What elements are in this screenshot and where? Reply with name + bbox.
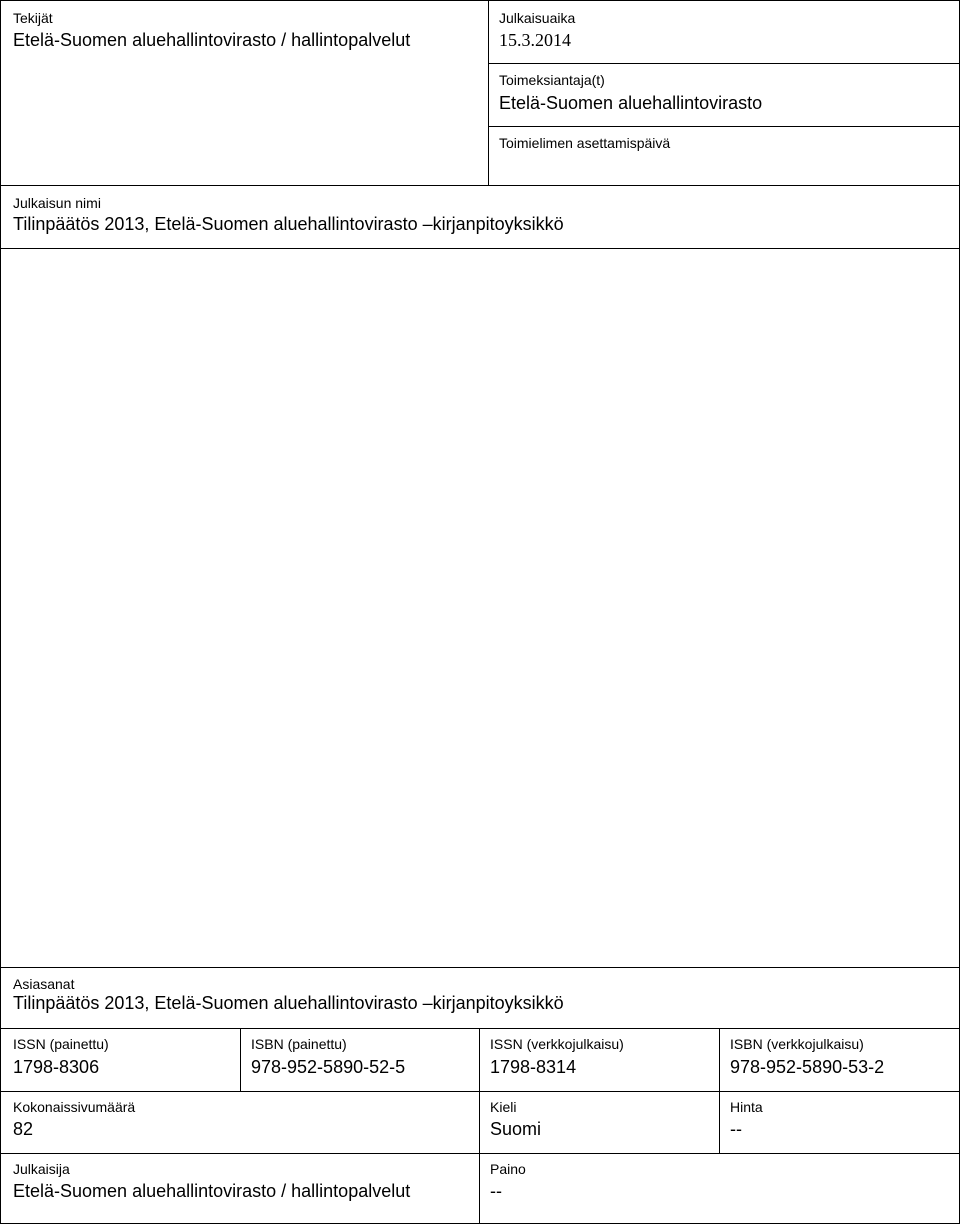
- print-house-value: --: [490, 1181, 502, 1201]
- page-count-cell: [0, 1091, 480, 1154]
- commissioned-by-cell: [488, 63, 960, 127]
- isbn-print-label: ISBN (painettu): [251, 1036, 347, 1052]
- print-house-label: Paino: [490, 1161, 526, 1177]
- isbn-online-label: ISBN (verkkojulkaisu): [730, 1036, 864, 1052]
- issn-print-value: 1798-8306: [13, 1057, 100, 1077]
- committee-date-cell: [488, 126, 960, 186]
- keywords-cell: [0, 967, 960, 1029]
- price-label: Hinta: [730, 1099, 763, 1115]
- commissioned-by-label: Toimeksiantaja(t): [499, 72, 605, 88]
- authors-cell: [0, 0, 489, 186]
- publication-date-value: 15.3.2014: [499, 30, 571, 50]
- price-value: --: [730, 1119, 742, 1139]
- language-label: Kieli: [490, 1099, 517, 1115]
- print-house-cell: [479, 1153, 960, 1224]
- issn-online-label: ISSN (verkkojulkaisu): [490, 1036, 624, 1052]
- issn-online-cell: [479, 1028, 720, 1092]
- issn-online-value: 1798-8314: [490, 1057, 577, 1077]
- isbn-online-value: 978-952-5890-53-2: [730, 1057, 885, 1077]
- language-cell: [479, 1091, 720, 1154]
- issn-print-label: ISSN (painettu): [13, 1036, 109, 1052]
- publication-date-cell: [488, 0, 960, 64]
- keywords-label: Asiasanat: [13, 976, 75, 992]
- publisher-cell: [0, 1153, 480, 1224]
- publisher-value: Etelä-Suomen aluehallintovirasto / hallintopalvelut: [13, 1181, 411, 1201]
- language-value: Suomi: [490, 1119, 542, 1139]
- title-cell: [0, 185, 960, 249]
- title-label: Julkaisun nimi: [13, 195, 101, 211]
- page-count-label: Kokonaissivumäärä: [13, 1099, 136, 1115]
- price-cell: [719, 1091, 960, 1154]
- publication-date-label: Julkaisuaika: [499, 10, 576, 26]
- authors-label: Tekijät: [13, 10, 53, 26]
- isbn-print-value: 978-952-5890-52-5: [251, 1057, 406, 1077]
- page-count-value: 82: [13, 1119, 34, 1139]
- abstract-area: [0, 248, 960, 968]
- commissioned-by-value: Etelä-Suomen aluehallintovirasto: [499, 93, 763, 113]
- authors-value: Etelä-Suomen aluehallintovirasto / hallintopalvelut: [13, 30, 411, 50]
- issn-print-cell: [0, 1028, 241, 1092]
- isbn-print-cell: [240, 1028, 480, 1092]
- isbn-online-cell: [719, 1028, 960, 1092]
- keywords-value: Tilinpäätös 2013, Etelä-Suomen aluehallintovirasto –kirjanpitoyksikkö: [13, 993, 564, 1013]
- publisher-label: Julkaisija: [13, 1161, 70, 1177]
- title-value: Tilinpäätös 2013, Etelä-Suomen aluehallintovirasto –kirjanpitoyksikkö: [13, 214, 564, 234]
- committee-date-label: Toimielimen asettamispäivä: [499, 135, 671, 151]
